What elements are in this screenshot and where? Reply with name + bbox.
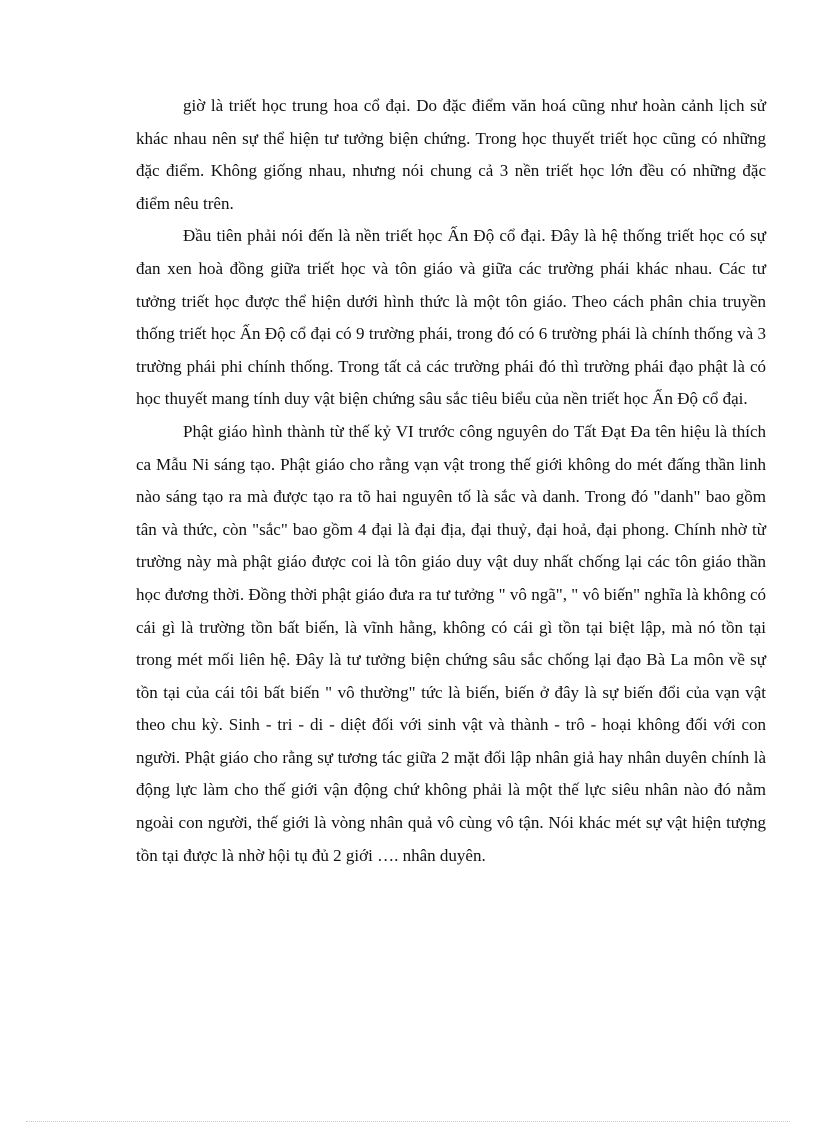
paragraph-2: Đầu tiên phải nói đến là nền triết học Ấn Độ cổ đại. Đây là hệ thống triết học có sự đan xen hoà đồng giữa triết học và tôn giáo và giữa các trường phái khác nhau. Các tư tưởng triết học được thể hiện dưới hình thức là một tôn giáo. Theo cách phân chia truyền thống triết học Ấn Độ cổ đại có 9 trường phái, trong đó có 6 trường phái là chính thống và 3 trường phái phi chính thống. Trong tất cả các trường phái đó thì trường phái đạo phật là có học thuyết mang tính duy vật biện chứng sâu sắc tiêu biểu của nền triết học Ấn Độ cổ đại. [136,226,766,409]
paragraph-3: Phật giáo hình thành từ thế kỷ VI trước công nguyên do Tất Đạt Đa tên hiệu là thích ca Mẫu Ni sáng tạo. Phật giáo cho rằng vạn vật trong thế giới không do mét đấng thần linh nào sáng tạo ra mà được tạo ra tõ hai nguyên tố là sắc và danh. Trong đó "danh" bao gồm tân và thức, còn "sắc" bao gồm 4 đại là đại địa, đại thuỷ, đại hoả, đại phong. Chính nhờ từ trường này mà phật giáo được coi là tôn giáo duy vật duy nhất chống lại các tôn giáo thần học đương thời. Đồng thời phật giáo đưa ra tư tưởng " vô ngã", " vô biến" nghĩa là không có cái gì là trường tồn bất biến, là vĩnh hằng, không có cái gì tồn tại biệt lập, mà nó tồn tại trong mét mối liên hệ. Đây là tư tưởng biện chứng sâu sắc chống lại đạo Bà La môn về sự tồn tại của cái tôi bất biến " vô thường" tức là biến, biến ở đây là sự biến đổi của vạn vật theo chu kỳ. Sinh - tri - di - diệt đối với sinh vật và thành - trô - hoại không đối với con người. Phật giáo cho rằng sự tương tác giữa 2 mặt đối lập nhân giả hay nhân duyên chính là động lực làm cho thế giới vận động chứ không phải là một thế lực siêu nhân nào đó nằm ngoài con người, thế giới là vòng nhân quả vô cùng vô tận. Nói khác mét sự vật hiện tượng tồn tại được là nhờ hội tụ đủ 2 giới …. nhân duyên. [136,421,766,865]
document-body [136,90,766,872]
paragraph-1: giờ là triết học trung hoa cổ đại. Do đặc điểm văn hoá cũng như hoàn cảnh lịch sử khác nhau nên sự thể hiện tư tưởng biện chứng. Trong học thuyết triết học cũng có những đặc điểm. Không giống nhau, nhưng nói chung cả 3 nền triết học lớn đều có những đặc điểm nêu trên. [136,96,766,213]
page-bottom-divider [26,1121,790,1122]
